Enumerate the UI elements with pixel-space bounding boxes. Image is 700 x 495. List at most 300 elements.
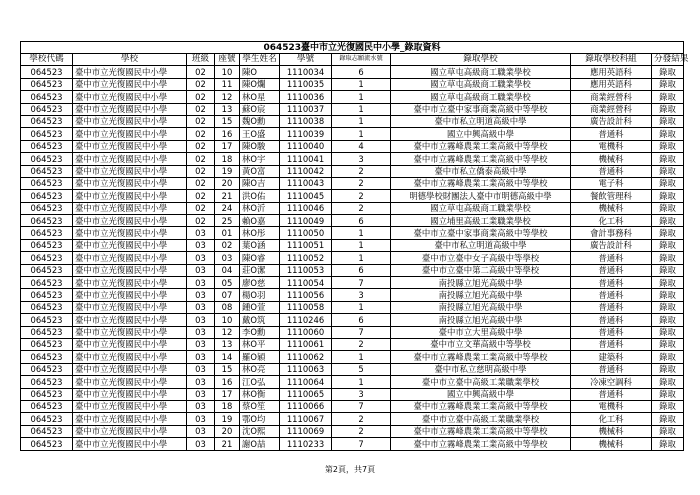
header-row: [21, 54, 684, 66]
cell-admitted-dept: 電機科: [571, 140, 652, 152]
cell-choice-serial: 2: [332, 177, 391, 189]
table-title-row: [21, 42, 684, 54]
table-body: [21, 66, 684, 450]
cell-seat: 01: [215, 227, 240, 239]
cell-school-code: 064523: [21, 413, 73, 425]
cell-class: 02: [187, 215, 215, 227]
cell-choice-serial: 2: [332, 413, 391, 425]
cell-student-name: 葉O涵: [240, 239, 280, 251]
cell-class: 03: [187, 351, 215, 363]
cell-choice-serial: 1: [332, 227, 391, 239]
cell-student-id: 1110038: [280, 115, 332, 127]
cell-admitted-school: 臺中市立霧峰農業工業高級中等學校: [391, 140, 571, 152]
cell-class: 02: [187, 115, 215, 127]
cell-choice-serial: 2: [332, 202, 391, 214]
cell-student-id: 1110066: [280, 400, 332, 412]
cell-student-name: 戴O筑: [240, 314, 280, 326]
cell-admitted-school: 臺中市立臺中家事商業高級中等學校: [391, 227, 571, 239]
cell-result: 錄取: [652, 66, 684, 78]
cell-admitted-dept: 建築科: [571, 351, 652, 363]
cell-student-id: 1110039: [280, 128, 332, 140]
cell-class: 03: [187, 264, 215, 276]
cell-school-code: 064523: [21, 277, 73, 289]
cell-result: 錄取: [652, 115, 684, 127]
cell-student-id: 1110045: [280, 190, 332, 202]
cell-admitted-dept: 普通科: [571, 363, 652, 375]
cell-student-id: 1110233: [280, 438, 332, 450]
cell-student-id: 1110049: [280, 215, 332, 227]
cell-admitted-school: 臺中市私立僑泰高級中學: [391, 165, 571, 177]
cell-school: 臺中市立光復國民中小學: [73, 363, 187, 375]
cell-choice-serial: 1: [332, 103, 391, 115]
cell-choice-serial: 3: [332, 289, 391, 301]
cell-student-id: 1110058: [280, 301, 332, 313]
cell-student-name: 陳O駿: [240, 140, 280, 152]
cell-choice-serial: 6: [332, 314, 391, 326]
cell-school: 臺中市立光復國民中小學: [73, 413, 187, 425]
cell-seat: 16: [215, 128, 240, 140]
cell-school: 臺中市立光復國民中小學: [73, 177, 187, 189]
cell-admitted-dept: 機械科: [571, 153, 652, 165]
cell-student-id: 1110043: [280, 177, 332, 189]
cell-school: 臺中市立光復國民中小學: [73, 264, 187, 276]
cell-student-name: 莊O潔: [240, 264, 280, 276]
table-row: [21, 252, 684, 264]
cell-choice-serial: 5: [332, 363, 391, 375]
cell-school: 臺中市立光復國民中小學: [73, 252, 187, 264]
cell-admitted-school: 國立中興高級中學: [391, 388, 571, 400]
cell-class: 03: [187, 227, 215, 239]
cell-class: 03: [187, 289, 215, 301]
cell-seat: 16: [215, 376, 240, 388]
cell-result: 錄取: [652, 128, 684, 140]
cell-school: 臺中市立光復國民中小學: [73, 227, 187, 239]
cell-choice-serial: 3: [332, 388, 391, 400]
cell-admitted-school: 臺中市立霧峰農業工業高級中等學校: [391, 438, 571, 450]
cell-school: 臺中市立光復國民中小學: [73, 165, 187, 177]
cell-class: 02: [187, 202, 215, 214]
cell-admitted-school: 南投縣立旭光高級中學: [391, 314, 571, 326]
cell-student-name: 鄂O均: [240, 413, 280, 425]
cell-student-id: 1110036: [280, 91, 332, 103]
cell-student-name: 林O平: [240, 338, 280, 350]
cell-choice-serial: 2: [332, 165, 391, 177]
cell-choice-serial: 7: [332, 277, 391, 289]
cell-result: 錄取: [652, 425, 684, 437]
cell-result: 錄取: [652, 264, 684, 276]
cell-student-name: 陳O爛: [240, 78, 280, 90]
cell-school: 臺中市立光復國民中小學: [73, 91, 187, 103]
header-result: 分發結果: [652, 54, 684, 66]
cell-result: 錄取: [652, 376, 684, 388]
cell-admitted-school: 國立草屯高級商工職業學校: [391, 78, 571, 90]
cell-admitted-school: 臺中市立臺中女子高級中等學校: [391, 252, 571, 264]
table-row: [21, 301, 684, 313]
table-row: [21, 91, 684, 103]
cell-student-name: 沈O熙: [240, 425, 280, 437]
header-school: 學校: [73, 54, 187, 66]
cell-school-code: 064523: [21, 363, 73, 375]
cell-seat: 20: [215, 425, 240, 437]
cell-choice-serial: 2: [332, 338, 391, 350]
cell-school: 臺中市立光復國民中小學: [73, 153, 187, 165]
cell-school: 臺中市立光復國民中小學: [73, 103, 187, 115]
cell-admitted-school: 南投縣立旭光高級中學: [391, 301, 571, 313]
cell-admitted-school: 國立中興高級中學: [391, 128, 571, 140]
cell-student-name: 洪O佑: [240, 190, 280, 202]
cell-school-code: 064523: [21, 438, 73, 450]
cell-class: 03: [187, 277, 215, 289]
cell-admitted-school: 臺中市立霧峰農業工業高級中等學校: [391, 351, 571, 363]
cell-result: 錄取: [652, 227, 684, 239]
cell-admitted-dept: 商業經營科: [571, 103, 652, 115]
cell-seat: 25: [215, 215, 240, 227]
table-row: [21, 376, 684, 388]
cell-student-name: 蘇O宸: [240, 103, 280, 115]
cell-seat: 19: [215, 413, 240, 425]
cell-student-name: 林O彤: [240, 227, 280, 239]
cell-school: 臺中市立光復國民中小學: [73, 425, 187, 437]
cell-result: 錄取: [652, 438, 684, 450]
cell-seat: 18: [215, 400, 240, 412]
cell-admitted-dept: 普通科: [571, 301, 652, 313]
cell-admitted-dept: 普通科: [571, 264, 652, 276]
header-class: 班級: [187, 54, 215, 66]
table-row: [21, 239, 684, 251]
cell-student-name: 陳O吉: [240, 177, 280, 189]
cell-admitted-school: 臺中市立霧峰農業工業高級中等學校: [391, 425, 571, 437]
cell-class: 03: [187, 438, 215, 450]
cell-admitted-school: 南投縣立旭光高級中學: [391, 289, 571, 301]
cell-admitted-dept: 普通科: [571, 252, 652, 264]
cell-seat: 03: [215, 252, 240, 264]
cell-choice-serial: 1: [332, 376, 391, 388]
cell-admitted-school: 國立草屯高級商工職業學校: [391, 91, 571, 103]
cell-student-id: 1110042: [280, 165, 332, 177]
cell-school-code: 064523: [21, 314, 73, 326]
table-row: [21, 177, 684, 189]
table-row: [21, 215, 684, 227]
cell-student-id: 1110067: [280, 413, 332, 425]
cell-school-code: 064523: [21, 140, 73, 152]
cell-class: 02: [187, 66, 215, 78]
cell-class: 02: [187, 177, 215, 189]
cell-admitted-dept: 應用英語科: [571, 78, 652, 90]
cell-admitted-dept: 機械科: [571, 438, 652, 450]
cell-result: 錄取: [652, 326, 684, 338]
cell-school: 臺中市立光復國民中小學: [73, 400, 187, 412]
cell-seat: 24: [215, 202, 240, 214]
table-row: [21, 425, 684, 437]
table-row: [21, 338, 684, 350]
table-row: [21, 413, 684, 425]
cell-school-code: 064523: [21, 338, 73, 350]
cell-seat: 12: [215, 91, 240, 103]
cell-class: 02: [187, 103, 215, 115]
cell-student-id: 1110065: [280, 388, 332, 400]
cell-admitted-dept: 化工科: [571, 215, 652, 227]
cell-class: 03: [187, 400, 215, 412]
cell-school: 臺中市立光復國民中小學: [73, 326, 187, 338]
cell-admitted-dept: 普通科: [571, 277, 652, 289]
cell-result: 錄取: [652, 140, 684, 152]
cell-student-name: 鍾O萱: [240, 301, 280, 313]
table-row: [21, 202, 684, 214]
cell-admitted-school: 明德學校財團法人臺中市明德高級中學: [391, 190, 571, 202]
table-row: [21, 289, 684, 301]
cell-seat: 02: [215, 239, 240, 251]
cell-student-name: 林O亮: [240, 363, 280, 375]
cell-result: 錄取: [652, 351, 684, 363]
cell-seat: 19: [215, 165, 240, 177]
cell-admitted-school: 國立埔里高級工業職業學校: [391, 215, 571, 227]
header-student-id: 學號: [280, 54, 332, 66]
cell-choice-serial: 2: [332, 425, 391, 437]
header-choice-serial: 錄取志願流水號: [332, 54, 391, 66]
cell-choice-serial: 1: [332, 91, 391, 103]
cell-student-id: 1110050: [280, 227, 332, 239]
cell-school-code: 064523: [21, 227, 73, 239]
cell-school-code: 064523: [21, 128, 73, 140]
cell-admitted-dept: 化工科: [571, 413, 652, 425]
cell-admitted-dept: 機械科: [571, 425, 652, 437]
cell-class: 03: [187, 363, 215, 375]
cell-class: 02: [187, 153, 215, 165]
header-seat: 座號: [215, 54, 240, 66]
cell-class: 03: [187, 301, 215, 313]
cell-result: 錄取: [652, 252, 684, 264]
table-row: [21, 400, 684, 412]
cell-school: 臺中市立光復國民中小學: [73, 215, 187, 227]
table-row: [21, 314, 684, 326]
cell-seat: 14: [215, 351, 240, 363]
table-row: [21, 190, 684, 202]
cell-school: 臺中市立光復國民中小學: [73, 140, 187, 152]
cell-class: 02: [187, 128, 215, 140]
cell-school: 臺中市立光復國民中小學: [73, 115, 187, 127]
cell-school-code: 064523: [21, 376, 73, 388]
cell-result: 錄取: [652, 177, 684, 189]
table-row: [21, 66, 684, 78]
cell-choice-serial: 7: [332, 438, 391, 450]
table-row: [21, 351, 684, 363]
cell-school: 臺中市立光復國民中小學: [73, 301, 187, 313]
cell-school: 臺中市立光復國民中小學: [73, 190, 187, 202]
cell-admitted-dept: 餐飲管理科: [571, 190, 652, 202]
cell-seat: 08: [215, 301, 240, 313]
cell-admitted-dept: 普通科: [571, 165, 652, 177]
cell-school-code: 064523: [21, 91, 73, 103]
cell-school-code: 064523: [21, 400, 73, 412]
header-admitted-dept: 錄取學校科組: [571, 54, 652, 66]
cell-school: 臺中市立光復國民中小學: [73, 128, 187, 140]
cell-admitted-school: 南投縣立旭光高級中學: [391, 277, 571, 289]
cell-student-id: 1110061: [280, 338, 332, 350]
cell-school-code: 064523: [21, 215, 73, 227]
cell-school: 臺中市立光復國民中小學: [73, 239, 187, 251]
table-row: [21, 103, 684, 115]
cell-admitted-dept: 廣告設計科: [571, 115, 652, 127]
cell-school: 臺中市立光復國民中小學: [73, 438, 187, 450]
header-student-name: 學生姓名: [240, 54, 280, 66]
cell-choice-serial: 7: [332, 326, 391, 338]
cell-seat: 18: [215, 153, 240, 165]
cell-class: 03: [187, 376, 215, 388]
cell-student-name: 江O弘: [240, 376, 280, 388]
cell-school-code: 064523: [21, 252, 73, 264]
cell-admitted-school: 臺中市立文華高級中等學校: [391, 338, 571, 350]
cell-result: 錄取: [652, 277, 684, 289]
cell-school-code: 064523: [21, 388, 73, 400]
table-row: [21, 264, 684, 276]
page-footer: 第2頁，共7頁: [324, 465, 376, 474]
cell-admitted-dept: 普通科: [571, 289, 652, 301]
table-row: [21, 153, 684, 165]
cell-choice-serial: 1: [332, 301, 391, 313]
cell-school-code: 064523: [21, 301, 73, 313]
cell-student-id: 1110064: [280, 376, 332, 388]
cell-school: 臺中市立光復國民中小學: [73, 66, 187, 78]
cell-student-id: 1110034: [280, 66, 332, 78]
table-row: [21, 78, 684, 90]
cell-choice-serial: 7: [332, 400, 391, 412]
cell-result: 錄取: [652, 400, 684, 412]
cell-student-id: 1110040: [280, 140, 332, 152]
cell-choice-serial: 1: [332, 252, 391, 264]
cell-seat: 21: [215, 438, 240, 450]
cell-class: 02: [187, 190, 215, 202]
cell-admitted-school: 國立草屯高級商工職業學校: [391, 66, 571, 78]
cell-school-code: 064523: [21, 153, 73, 165]
cell-admitted-dept: 商業經營科: [571, 91, 652, 103]
cell-admitted-school: 臺中市立臺中高級工業職業學校: [391, 376, 571, 388]
cell-result: 錄取: [652, 301, 684, 313]
cell-student-name: 陳O: [240, 66, 280, 78]
cell-admitted-school: 臺中市立霧峰農業工業高級中等學校: [391, 400, 571, 412]
cell-seat: 10: [215, 314, 240, 326]
cell-student-name: 林O星: [240, 91, 280, 103]
cell-seat: 20: [215, 177, 240, 189]
cell-result: 錄取: [652, 103, 684, 115]
cell-school-code: 064523: [21, 351, 73, 363]
cell-school-code: 064523: [21, 326, 73, 338]
cell-result: 錄取: [652, 153, 684, 165]
cell-choice-serial: 6: [332, 66, 391, 78]
table-row: [21, 326, 684, 338]
table-row: [21, 128, 684, 140]
cell-class: 02: [187, 91, 215, 103]
cell-admitted-dept: 會計事務科: [571, 227, 652, 239]
cell-admitted-school: 臺中市立臺中家事商業高級中等學校: [391, 103, 571, 115]
cell-class: 03: [187, 252, 215, 264]
table-row: [21, 388, 684, 400]
cell-student-name: 羅O穎: [240, 351, 280, 363]
cell-student-id: 1110060: [280, 326, 332, 338]
cell-result: 錄取: [652, 314, 684, 326]
cell-choice-serial: 4: [332, 140, 391, 152]
cell-admitted-school: 臺中市立霧峰農業工業高級中等學校: [391, 153, 571, 165]
table-title: 064523臺中市立光復國民中小學_錄取資料: [21, 42, 684, 54]
cell-student-id: 1110035: [280, 78, 332, 90]
cell-student-id: 1110069: [280, 425, 332, 437]
cell-seat: 05: [215, 277, 240, 289]
cell-student-id: 1110052: [280, 252, 332, 264]
cell-choice-serial: 1: [332, 115, 391, 127]
cell-student-name: 王O盛: [240, 128, 280, 140]
table-row: [21, 277, 684, 289]
cell-choice-serial: 2: [332, 190, 391, 202]
cell-student-name: 黃O富: [240, 165, 280, 177]
cell-seat: 07: [215, 289, 240, 301]
cell-seat: 04: [215, 264, 240, 276]
cell-school-code: 064523: [21, 264, 73, 276]
cell-student-id: 1110056: [280, 289, 332, 301]
cell-student-name: 林O宇: [240, 153, 280, 165]
cell-choice-serial: 1: [332, 78, 391, 90]
cell-student-name: 陳O睿: [240, 252, 280, 264]
cell-class: 03: [187, 388, 215, 400]
cell-school: 臺中市立光復國民中小學: [73, 202, 187, 214]
cell-student-id: 1110046: [280, 202, 332, 214]
table-row: [21, 140, 684, 152]
cell-result: 錄取: [652, 388, 684, 400]
cell-student-id: 1110037: [280, 103, 332, 115]
cell-student-id: 1110062: [280, 351, 332, 363]
cell-school: 臺中市立光復國民中小學: [73, 351, 187, 363]
cell-result: 錄取: [652, 239, 684, 251]
table-row: [21, 438, 684, 450]
cell-school: 臺中市立光復國民中小學: [73, 338, 187, 350]
cell-admitted-dept: 普通科: [571, 326, 652, 338]
cell-school: 臺中市立光復國民中小學: [73, 78, 187, 90]
cell-class: 03: [187, 239, 215, 251]
cell-seat: 13: [215, 338, 240, 350]
cell-result: 錄取: [652, 91, 684, 103]
cell-result: 錄取: [652, 202, 684, 214]
cell-result: 錄取: [652, 338, 684, 350]
cell-admitted-dept: 普通科: [571, 314, 652, 326]
cell-admitted-dept: 廣告設計科: [571, 239, 652, 251]
cell-school: 臺中市立光復國民中小學: [73, 388, 187, 400]
cell-result: 錄取: [652, 78, 684, 90]
cell-school-code: 064523: [21, 202, 73, 214]
cell-class: 03: [187, 413, 215, 425]
table-row: [21, 115, 684, 127]
cell-seat: 10: [215, 66, 240, 78]
cell-seat: 15: [215, 363, 240, 375]
cell-school-code: 064523: [21, 66, 73, 78]
cell-school-code: 064523: [21, 78, 73, 90]
cell-school-code: 064523: [21, 103, 73, 115]
cell-class: 03: [187, 338, 215, 350]
cell-student-name: 楊O羽: [240, 289, 280, 301]
cell-school-code: 064523: [21, 177, 73, 189]
cell-school: 臺中市立光復國民中小學: [73, 376, 187, 388]
cell-class: 02: [187, 140, 215, 152]
cell-choice-serial: 6: [332, 215, 391, 227]
cell-admitted-school: 臺中市立霧峰農業工業高級中等學校: [391, 177, 571, 189]
cell-class: 02: [187, 78, 215, 90]
cell-school-code: 064523: [21, 190, 73, 202]
cell-admitted-dept: 機械科: [571, 202, 652, 214]
cell-school-code: 064523: [21, 115, 73, 127]
table-row: [21, 227, 684, 239]
cell-student-id: 1110246: [280, 314, 332, 326]
cell-class: 03: [187, 326, 215, 338]
cell-student-name: 廖O慈: [240, 277, 280, 289]
cell-admitted-dept: 冷凍空調科: [571, 376, 652, 388]
cell-class: 02: [187, 165, 215, 177]
